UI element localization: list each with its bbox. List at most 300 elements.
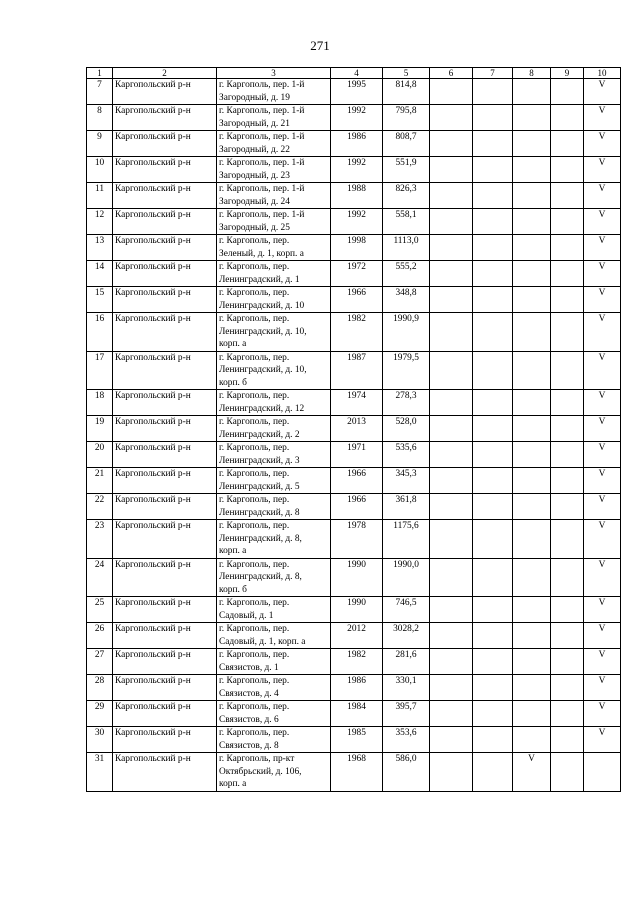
column-8-cell bbox=[513, 287, 551, 313]
address-cell bbox=[217, 558, 331, 597]
address-line: г. Каргополь, пер. bbox=[219, 624, 290, 634]
address-cell bbox=[217, 494, 331, 520]
area-cell: 278,3 bbox=[383, 390, 430, 416]
year-built-cell: 1992 bbox=[331, 105, 383, 131]
row-number-cell: 7 bbox=[87, 79, 113, 105]
address-cell bbox=[217, 442, 331, 468]
area-cell: 1175,6 bbox=[383, 520, 430, 559]
column-8-cell bbox=[513, 79, 551, 105]
area-cell: 814,8 bbox=[383, 79, 430, 105]
column-6-cell bbox=[430, 390, 473, 416]
column-6-cell bbox=[430, 287, 473, 313]
table-row bbox=[87, 79, 621, 105]
district-cell: Каргопольский р-н bbox=[113, 675, 217, 701]
address-line: Садовый, д. 1, корп. а bbox=[219, 636, 306, 647]
table-row bbox=[87, 675, 621, 701]
address-line: г. Каргополь, пер. 1-й bbox=[219, 132, 305, 142]
area-cell: 808,7 bbox=[383, 131, 430, 157]
column-header-4: 4 bbox=[331, 68, 383, 79]
area-cell: 3028,2 bbox=[383, 623, 430, 649]
column-8-cell bbox=[513, 701, 551, 727]
table-row bbox=[87, 105, 621, 131]
column-8-cell bbox=[513, 623, 551, 649]
address-cell bbox=[217, 623, 331, 649]
column-9-cell bbox=[551, 105, 584, 131]
address-line: Ленинградский, д. 8, bbox=[219, 572, 302, 582]
district-cell: Каргопольский р-н bbox=[113, 261, 217, 287]
row-number-cell: 18 bbox=[87, 390, 113, 416]
address-line: г. Каргополь, пр-кт bbox=[219, 754, 295, 764]
year-built-cell: 1982 bbox=[331, 649, 383, 675]
address-cell bbox=[217, 753, 331, 792]
column-6-cell bbox=[430, 649, 473, 675]
row-number-cell: 25 bbox=[87, 597, 113, 623]
table-row bbox=[87, 649, 621, 675]
table-row bbox=[87, 727, 621, 753]
column-9-cell bbox=[551, 390, 584, 416]
column-10-cell: V bbox=[584, 468, 621, 494]
address-cell bbox=[217, 597, 331, 623]
address-line: Ленинградский, д. 8, bbox=[219, 533, 302, 544]
district-cell: Каргопольский р-н bbox=[113, 727, 217, 753]
column-7-cell bbox=[473, 261, 513, 287]
column-7-cell bbox=[473, 442, 513, 468]
column-10-cell: V bbox=[584, 390, 621, 416]
area-cell: 555,2 bbox=[383, 261, 430, 287]
table-header-row bbox=[87, 68, 621, 79]
address-line: г. Каргополь, пер. bbox=[219, 417, 290, 427]
table-row bbox=[87, 416, 621, 442]
column-7-cell bbox=[473, 390, 513, 416]
address-cell bbox=[217, 390, 331, 416]
column-8-cell bbox=[513, 105, 551, 131]
table-row bbox=[87, 157, 621, 183]
area-cell: 353,6 bbox=[383, 727, 430, 753]
row-number-cell: 17 bbox=[87, 351, 113, 390]
address-line: г. Каргополь, пер. bbox=[219, 598, 290, 608]
column-10-cell: V bbox=[584, 623, 621, 649]
column-header-8: 8 bbox=[513, 68, 551, 79]
year-built-cell: 1966 bbox=[331, 494, 383, 520]
column-8-cell bbox=[513, 235, 551, 261]
column-8-cell bbox=[513, 649, 551, 675]
address-line: Ленинградский, д. 5 bbox=[219, 481, 300, 492]
column-6-cell bbox=[430, 235, 473, 261]
district-cell: Каргопольский р-н bbox=[113, 157, 217, 183]
column-10-cell: V bbox=[584, 416, 621, 442]
column-6-cell bbox=[430, 597, 473, 623]
address-cell bbox=[217, 105, 331, 131]
table-row bbox=[87, 753, 621, 792]
column-7-cell bbox=[473, 416, 513, 442]
area-cell: 1113,0 bbox=[383, 235, 430, 261]
address-line: Загородный, д. 19 bbox=[219, 92, 290, 103]
address-line: г. Каргополь, пер. bbox=[219, 521, 290, 531]
address-line: Загородный, д. 24 bbox=[219, 196, 290, 207]
address-cell bbox=[217, 209, 331, 235]
column-8-cell bbox=[513, 261, 551, 287]
column-6-cell bbox=[430, 183, 473, 209]
column-7-cell bbox=[473, 753, 513, 792]
row-number-cell: 29 bbox=[87, 701, 113, 727]
row-number-cell: 28 bbox=[87, 675, 113, 701]
column-6-cell bbox=[430, 727, 473, 753]
column-10-cell: V bbox=[584, 597, 621, 623]
column-6-cell bbox=[430, 753, 473, 792]
address-cell bbox=[217, 261, 331, 287]
column-8-cell bbox=[513, 675, 551, 701]
area-cell: 330,1 bbox=[383, 675, 430, 701]
address-line: Ленинградский, д. 8 bbox=[219, 507, 300, 518]
address-line: г. Каргополь, пер. bbox=[219, 262, 290, 272]
table-body bbox=[87, 79, 621, 792]
district-cell: Каргопольский р-н bbox=[113, 558, 217, 597]
address-line: корп. а bbox=[219, 546, 247, 556]
column-9-cell bbox=[551, 261, 584, 287]
table-row bbox=[87, 597, 621, 623]
column-9-cell bbox=[551, 558, 584, 597]
column-7-cell bbox=[473, 701, 513, 727]
year-built-cell: 1968 bbox=[331, 753, 383, 792]
district-cell: Каргопольский р-н bbox=[113, 442, 217, 468]
district-cell: Каргопольский р-н bbox=[113, 416, 217, 442]
address-line: г. Каргополь, пер. 1-й bbox=[219, 158, 305, 168]
row-number-cell: 14 bbox=[87, 261, 113, 287]
address-line: корп. а bbox=[219, 779, 247, 789]
column-7-cell bbox=[473, 313, 513, 352]
column-10-cell: V bbox=[584, 287, 621, 313]
column-8-cell bbox=[513, 416, 551, 442]
year-built-cell: 1985 bbox=[331, 727, 383, 753]
column-10-cell: V bbox=[584, 235, 621, 261]
column-6-cell bbox=[430, 313, 473, 352]
address-line: г. Каргополь, пер. bbox=[219, 728, 290, 738]
column-9-cell bbox=[551, 157, 584, 183]
column-10-cell: V bbox=[584, 558, 621, 597]
column-8-cell: V bbox=[513, 753, 551, 792]
housing-registry-table bbox=[86, 67, 621, 792]
area-cell: 1990,0 bbox=[383, 558, 430, 597]
address-line: г. Каргополь, пер. 1-й bbox=[219, 106, 305, 116]
column-7-cell bbox=[473, 287, 513, 313]
table-row bbox=[87, 351, 621, 390]
address-cell bbox=[217, 79, 331, 105]
year-built-cell: 1986 bbox=[331, 131, 383, 157]
area-cell: 281,6 bbox=[383, 649, 430, 675]
column-6-cell bbox=[430, 558, 473, 597]
column-7-cell bbox=[473, 351, 513, 390]
year-built-cell: 1966 bbox=[331, 287, 383, 313]
column-6-cell bbox=[430, 261, 473, 287]
column-9-cell bbox=[551, 468, 584, 494]
year-built-cell: 1978 bbox=[331, 520, 383, 559]
table-row bbox=[87, 183, 621, 209]
table-row bbox=[87, 209, 621, 235]
column-9-cell bbox=[551, 351, 584, 390]
column-8-cell bbox=[513, 351, 551, 390]
address-cell bbox=[217, 313, 331, 352]
page-number: 271 bbox=[310, 38, 330, 53]
column-7-cell bbox=[473, 520, 513, 559]
column-6-cell bbox=[430, 157, 473, 183]
column-7-cell bbox=[473, 131, 513, 157]
address-line: Зеленый, д. 1, корп. а bbox=[219, 248, 304, 259]
column-10-cell: V bbox=[584, 105, 621, 131]
column-10-cell: V bbox=[584, 313, 621, 352]
year-built-cell: 1990 bbox=[331, 597, 383, 623]
address-line: г. Каргополь, пер. bbox=[219, 702, 290, 712]
address-line: г. Каргополь, пер. 1-й bbox=[219, 80, 305, 90]
column-header-3: 3 bbox=[217, 68, 331, 79]
address-line: Октябрьский, д. 106, bbox=[219, 766, 302, 777]
address-line: Загородный, д. 21 bbox=[219, 118, 290, 129]
column-7-cell bbox=[473, 468, 513, 494]
address-line: Загородный, д. 22 bbox=[219, 144, 290, 155]
column-header-1: 1 bbox=[87, 68, 113, 79]
column-10-cell: V bbox=[584, 183, 621, 209]
year-built-cell: 1982 bbox=[331, 313, 383, 352]
row-number-cell: 19 bbox=[87, 416, 113, 442]
address-line: г. Каргополь, пер. bbox=[219, 288, 290, 298]
column-6-cell bbox=[430, 520, 473, 559]
column-8-cell bbox=[513, 558, 551, 597]
column-header-2: 2 bbox=[113, 68, 217, 79]
table-row bbox=[87, 623, 621, 649]
column-9-cell bbox=[551, 131, 584, 157]
row-number-cell: 20 bbox=[87, 442, 113, 468]
address-line: Загородный, д. 23 bbox=[219, 170, 290, 181]
column-8-cell bbox=[513, 313, 551, 352]
column-8-cell bbox=[513, 390, 551, 416]
column-8-cell bbox=[513, 209, 551, 235]
column-9-cell bbox=[551, 494, 584, 520]
row-number-cell: 23 bbox=[87, 520, 113, 559]
row-number-cell: 27 bbox=[87, 649, 113, 675]
column-10-cell: V bbox=[584, 675, 621, 701]
table-row bbox=[87, 390, 621, 416]
column-10-cell: V bbox=[584, 209, 621, 235]
row-number-cell: 9 bbox=[87, 131, 113, 157]
year-built-cell: 1995 bbox=[331, 79, 383, 105]
column-6-cell bbox=[430, 701, 473, 727]
column-10-cell: V bbox=[584, 494, 621, 520]
area-cell: 361,8 bbox=[383, 494, 430, 520]
area-cell: 558,1 bbox=[383, 209, 430, 235]
area-cell: 348,8 bbox=[383, 287, 430, 313]
address-cell bbox=[217, 701, 331, 727]
column-10-cell: V bbox=[584, 261, 621, 287]
area-cell: 551,9 bbox=[383, 157, 430, 183]
address-line: Связистов, д. 6 bbox=[219, 714, 279, 725]
area-cell: 746,5 bbox=[383, 597, 430, 623]
row-number-cell: 13 bbox=[87, 235, 113, 261]
address-line: Ленинградский, д. 3 bbox=[219, 455, 300, 466]
year-built-cell: 1987 bbox=[331, 351, 383, 390]
year-built-cell: 2013 bbox=[331, 416, 383, 442]
column-6-cell bbox=[430, 79, 473, 105]
address-line: г. Каргополь, пер. 1-й bbox=[219, 184, 305, 194]
year-built-cell: 1986 bbox=[331, 675, 383, 701]
column-7-cell bbox=[473, 235, 513, 261]
area-cell: 1990,9 bbox=[383, 313, 430, 352]
column-10-cell: V bbox=[584, 131, 621, 157]
table-row bbox=[87, 313, 621, 352]
address-cell bbox=[217, 235, 331, 261]
column-9-cell bbox=[551, 416, 584, 442]
district-cell: Каргопольский р-н bbox=[113, 390, 217, 416]
district-cell: Каргопольский р-н bbox=[113, 623, 217, 649]
column-9-cell bbox=[551, 79, 584, 105]
column-6-cell bbox=[430, 351, 473, 390]
address-cell bbox=[217, 157, 331, 183]
column-6-cell bbox=[430, 468, 473, 494]
row-number-cell: 15 bbox=[87, 287, 113, 313]
year-built-cell: 1984 bbox=[331, 701, 383, 727]
column-6-cell bbox=[430, 442, 473, 468]
address-line: Ленинградский, д. 2 bbox=[219, 429, 300, 440]
column-9-cell bbox=[551, 701, 584, 727]
column-10-cell: V bbox=[584, 649, 621, 675]
district-cell: Каргопольский р-н bbox=[113, 701, 217, 727]
year-built-cell: 1990 bbox=[331, 558, 383, 597]
district-cell: Каргопольский р-н bbox=[113, 209, 217, 235]
address-line: г. Каргополь, пер. bbox=[219, 469, 290, 479]
year-built-cell: 1998 bbox=[331, 235, 383, 261]
column-6-cell bbox=[430, 131, 473, 157]
column-6-cell bbox=[430, 105, 473, 131]
column-9-cell bbox=[551, 313, 584, 352]
address-line: корп. б bbox=[219, 377, 247, 388]
area-cell: 528,0 bbox=[383, 416, 430, 442]
district-cell: Каргопольский р-н bbox=[113, 753, 217, 792]
district-cell: Каргопольский р-н bbox=[113, 649, 217, 675]
address-cell bbox=[217, 183, 331, 209]
area-cell: 586,0 bbox=[383, 753, 430, 792]
table-row bbox=[87, 520, 621, 559]
district-cell: Каргопольский р-н bbox=[113, 351, 217, 390]
address-line: Ленинградский, д. 1 bbox=[219, 274, 300, 285]
table-row bbox=[87, 131, 621, 157]
column-10-cell: V bbox=[584, 701, 621, 727]
column-8-cell bbox=[513, 468, 551, 494]
year-built-cell: 1972 bbox=[331, 261, 383, 287]
row-number-cell: 24 bbox=[87, 558, 113, 597]
column-header-5: 5 bbox=[383, 68, 430, 79]
column-header-6: 6 bbox=[430, 68, 473, 79]
address-cell bbox=[217, 727, 331, 753]
column-9-cell bbox=[551, 649, 584, 675]
address-cell bbox=[217, 675, 331, 701]
column-7-cell bbox=[473, 675, 513, 701]
column-9-cell bbox=[551, 727, 584, 753]
address-cell bbox=[217, 131, 331, 157]
address-line: г. Каргополь, пер. bbox=[219, 352, 290, 363]
address-line: Ленинградский, д. 10 bbox=[219, 300, 305, 311]
address-cell bbox=[217, 416, 331, 442]
column-7-cell bbox=[473, 623, 513, 649]
address-line: г. Каргополь, пер. 1-й bbox=[219, 210, 305, 220]
address-line: Загородный, д. 25 bbox=[219, 222, 290, 233]
column-8-cell bbox=[513, 597, 551, 623]
column-9-cell bbox=[551, 623, 584, 649]
district-cell: Каргопольский р-н bbox=[113, 235, 217, 261]
address-cell bbox=[217, 287, 331, 313]
column-7-cell bbox=[473, 79, 513, 105]
column-9-cell bbox=[551, 235, 584, 261]
area-cell: 795,8 bbox=[383, 105, 430, 131]
column-10-cell: V bbox=[584, 442, 621, 468]
column-header-9: 9 bbox=[551, 68, 584, 79]
column-10-cell: V bbox=[584, 351, 621, 390]
district-cell: Каргопольский р-н bbox=[113, 287, 217, 313]
year-built-cell: 1992 bbox=[331, 209, 383, 235]
address-cell bbox=[217, 649, 331, 675]
column-6-cell bbox=[430, 494, 473, 520]
column-7-cell bbox=[473, 157, 513, 183]
area-cell: 345,3 bbox=[383, 468, 430, 494]
column-9-cell bbox=[551, 209, 584, 235]
column-9-cell bbox=[551, 753, 584, 792]
row-number-cell: 22 bbox=[87, 494, 113, 520]
area-cell: 535,6 bbox=[383, 442, 430, 468]
column-10-cell: V bbox=[584, 520, 621, 559]
table-row bbox=[87, 558, 621, 597]
column-9-cell bbox=[551, 442, 584, 468]
column-8-cell bbox=[513, 183, 551, 209]
district-cell: Каргопольский р-н bbox=[113, 520, 217, 559]
column-7-cell bbox=[473, 105, 513, 131]
year-built-cell: 1971 bbox=[331, 442, 383, 468]
column-10-cell: V bbox=[584, 79, 621, 105]
column-7-cell bbox=[473, 597, 513, 623]
row-number-cell: 30 bbox=[87, 727, 113, 753]
district-cell: Каргопольский р-н bbox=[113, 131, 217, 157]
column-9-cell bbox=[551, 597, 584, 623]
address-line: г. Каргополь, пер. bbox=[219, 676, 290, 686]
column-8-cell bbox=[513, 131, 551, 157]
address-cell bbox=[217, 351, 331, 390]
column-10-cell: V bbox=[584, 157, 621, 183]
column-6-cell bbox=[430, 209, 473, 235]
year-built-cell: 1992 bbox=[331, 157, 383, 183]
column-8-cell bbox=[513, 157, 551, 183]
column-9-cell bbox=[551, 675, 584, 701]
column-7-cell bbox=[473, 558, 513, 597]
column-10-cell: V bbox=[584, 727, 621, 753]
district-cell: Каргопольский р-н bbox=[113, 597, 217, 623]
year-built-cell: 1966 bbox=[331, 468, 383, 494]
district-cell: Каргопольский р-н bbox=[113, 79, 217, 105]
column-header-7: 7 bbox=[473, 68, 513, 79]
column-header-10: 10 bbox=[584, 68, 621, 79]
address-line: г. Каргополь, пер. bbox=[219, 495, 290, 505]
year-built-cell: 1988 bbox=[331, 183, 383, 209]
address-line: г. Каргополь, пер. bbox=[219, 236, 290, 246]
address-line: г. Каргополь, пер. bbox=[219, 559, 290, 570]
address-line: г. Каргополь, пер. bbox=[219, 391, 290, 401]
column-9-cell bbox=[551, 287, 584, 313]
district-cell: Каргопольский р-н bbox=[113, 105, 217, 131]
column-8-cell bbox=[513, 442, 551, 468]
area-cell: 1979,5 bbox=[383, 351, 430, 390]
column-9-cell bbox=[551, 520, 584, 559]
district-cell: Каргопольский р-н bbox=[113, 313, 217, 352]
table-row bbox=[87, 287, 621, 313]
address-line: г. Каргополь, пер. bbox=[219, 650, 290, 660]
address-line: Связистов, д. 8 bbox=[219, 740, 279, 751]
year-built-cell: 2012 bbox=[331, 623, 383, 649]
column-6-cell bbox=[430, 623, 473, 649]
